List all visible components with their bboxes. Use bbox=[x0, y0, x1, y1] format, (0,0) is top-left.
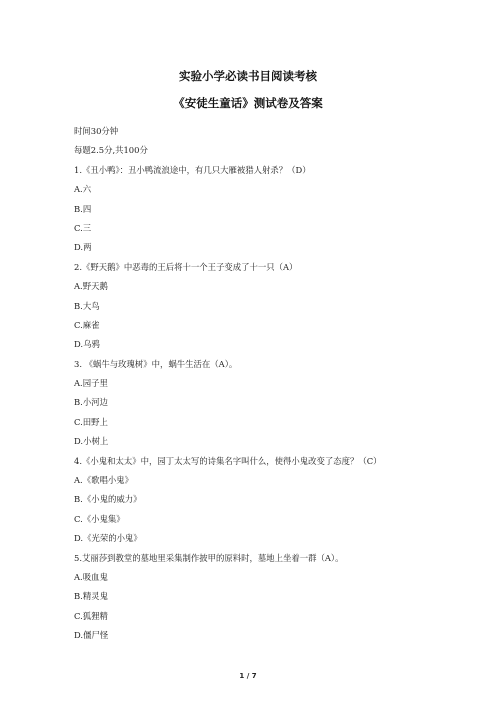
document-title: 实验小学必读书目阅读考核 bbox=[179, 69, 317, 83]
question-3-option-a: A.园子里 bbox=[74, 378, 108, 389]
question-1-option-c: C.三 bbox=[74, 222, 92, 233]
question-1: 1.《丑小鸭》：丑小鸭流浪途中，有几只大雁被猎人射杀？（D） bbox=[74, 164, 311, 175]
question-2: 2.《野天鹅》中恶毒的王后将十一个王子变成了十一只（A） bbox=[74, 261, 298, 272]
question-5-option-a: A.吸血鬼 bbox=[74, 571, 108, 582]
time-limit-text: 时间30分钟 bbox=[74, 126, 119, 136]
question-2-option-b: B.大鸟 bbox=[74, 300, 100, 311]
question-5-option-c: C.狐狸精 bbox=[74, 610, 108, 621]
scoring-text: 每题2.5分,共100分 bbox=[74, 145, 148, 156]
question-4-option-a: A.《歌唱小鬼》 bbox=[74, 475, 133, 486]
question-2-option-d: D.乌鸦 bbox=[74, 339, 100, 350]
question-3-option-d: D.小树上 bbox=[74, 436, 109, 447]
question-1-option-a: A.六 bbox=[74, 184, 92, 195]
question-5-option-d: D.僵尸怪 bbox=[74, 630, 109, 641]
question-4-option-b: B.《小鬼的威力》 bbox=[74, 494, 142, 505]
question-2-option-c: C.麻雀 bbox=[74, 319, 100, 330]
question-1-option-d: D.两 bbox=[74, 242, 92, 253]
page-number: 1 / 7 bbox=[239, 672, 257, 680]
document-subtitle: 《安徒生童话》测试卷及答案 bbox=[173, 96, 323, 110]
question-4-option-c: C.《小鬼集》 bbox=[74, 513, 125, 524]
question-3-option-c: C.田野上 bbox=[74, 416, 108, 427]
question-3-option-b: B.小河边 bbox=[74, 397, 108, 408]
question-3: 3. 《蜗牛与玫瑰树》中，蜗牛生活在（A）。 bbox=[74, 358, 238, 369]
question-2-option-a: A.野天鹅 bbox=[74, 281, 108, 292]
document-body bbox=[74, 122, 474, 646]
question-5-option-b: B.精灵鬼 bbox=[74, 591, 108, 602]
question-4-option-d: D.《光荣的小鬼》 bbox=[74, 533, 142, 544]
question-5: 5.艾丽莎到教堂的墓地里采集制作披甲的原料时，墓地上坐着一群（A）。 bbox=[74, 552, 344, 563]
question-4: 4.《小鬼和太太》中，园丁太太写的诗集名字叫什么，使得小鬼改变了态度？（C） bbox=[74, 455, 382, 466]
question-1-option-b: B.四 bbox=[74, 203, 92, 214]
